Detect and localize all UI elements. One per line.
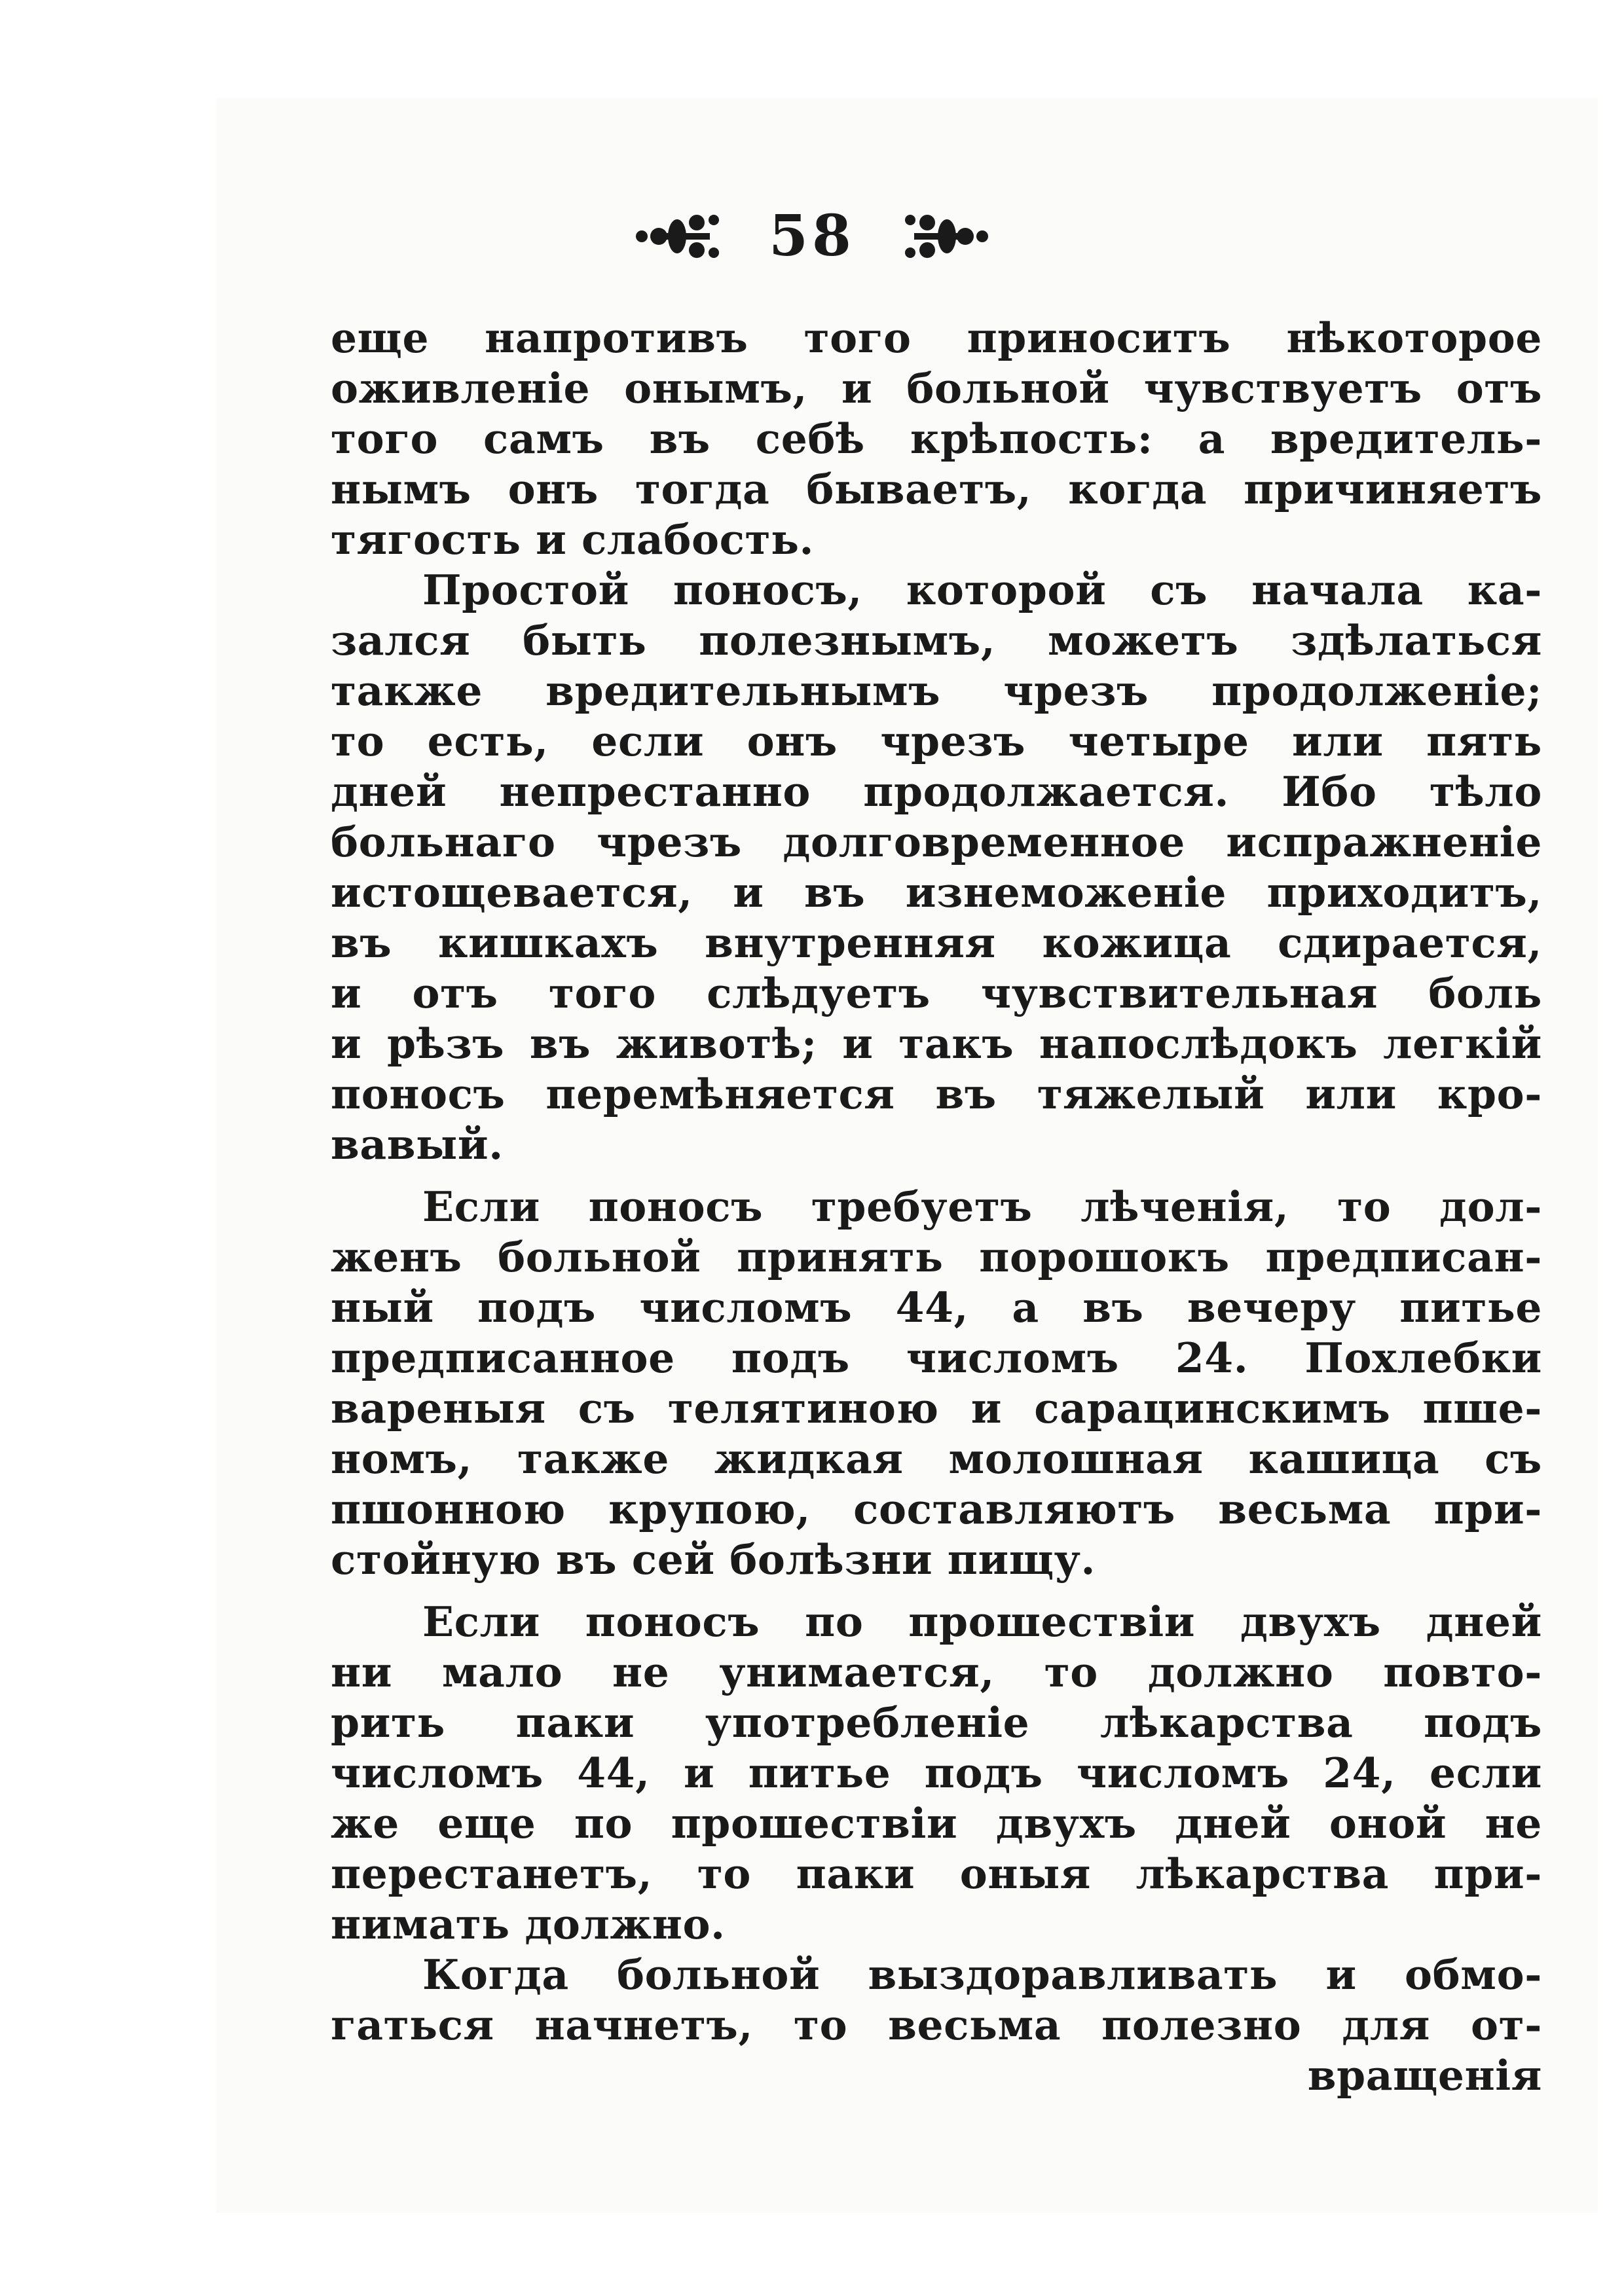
text-line: Если поносъ по прошествіи двухъ дней	[422, 1597, 1542, 1646]
text-line: пшонною крупою, составляютъ весьма при-	[331, 1485, 1542, 1533]
text-line: гаться начнетъ, то весьма полезно для от-	[331, 2001, 1542, 2049]
text-line: женъ больной принять порошокъ предписан-	[331, 1233, 1542, 1281]
text-line: рить паки употребленіе лѣкарства подъ	[331, 1698, 1542, 1747]
paragraph	[331, 565, 1542, 1170]
text-line: нымъ онъ тогда бываетъ, когда причиняетъ	[331, 465, 1542, 513]
text-line: предписанное подъ числомъ 24. Похлебки	[331, 1334, 1542, 1382]
text-line: зался быть полезнымъ, можетъ здѣлаться	[331, 616, 1542, 665]
text-line: же еще по прошествіи двухъ дней оной не	[331, 1799, 1542, 1848]
text-line: перестанетъ, то паки оныя лѣкарства при-	[331, 1850, 1542, 1898]
catchword: вращенія	[1307, 2051, 1542, 2100]
text-line: поносъ перемѣняется въ тяжелый или кро-	[331, 1070, 1542, 1118]
text-line: вареныя съ телятиною и сарацинскимъ пше-	[331, 1384, 1542, 1432]
paragraph	[331, 1950, 1542, 2050]
text-line: вавый.	[331, 1120, 504, 1169]
paragraph	[331, 313, 1542, 565]
text-line: ни мало не унимается, то должно повто-	[331, 1648, 1542, 1696]
page-header	[0, 203, 1624, 293]
text-line: дней непрестанно продолжается. Ибо тѣло	[331, 767, 1542, 816]
text-line: больнаго чрезъ долговременное испражненіе	[331, 818, 1542, 866]
text-line: истощевается, и въ изнеможеніе приходитъ,	[331, 868, 1542, 917]
text-line: Когда больной выздоравливать и обмо-	[422, 1950, 1542, 1999]
text-line: Если поносъ требуетъ лѣченія, то дол-	[422, 1182, 1542, 1231]
ornament-left-icon	[631, 208, 723, 264]
ornament-right-icon	[901, 208, 993, 264]
text-line: то есть, если онъ чрезъ четыре или пять	[331, 717, 1542, 765]
text-line: ный подъ числомъ 44, а въ вечеру питье	[331, 1283, 1542, 1332]
text-line: еще напротивъ того приноситъ нѣкоторое	[331, 314, 1542, 362]
paragraph	[331, 1597, 1542, 1950]
text-line: стойную въ сей болѣзни пищу.	[331, 1535, 1096, 1584]
paragraph	[331, 1182, 1542, 1585]
text-line: числомъ 44, и питье подъ числомъ 24, если	[331, 1749, 1542, 1797]
text-line: въ кишкахъ внутренняя кожица сдирается,	[331, 919, 1542, 967]
text-line: также вредительнымъ чрезъ продолженіе;	[331, 666, 1542, 715]
body-text	[331, 313, 1542, 2101]
text-line: номъ, также жидкая молошная кашица съ	[331, 1434, 1542, 1483]
text-line: того самъ въ себѣ крѣпость: а вредитель-	[331, 414, 1542, 463]
text-line: оживленіе онымъ, и больной чувствуетъ отъ	[331, 364, 1542, 412]
text-line: и рѣзъ въ животѣ; и такъ напослѣдокъ легкій	[331, 1019, 1542, 1068]
text-line: нимать должно.	[331, 1900, 726, 1948]
text-line: и отъ того слѣдуетъ чувствительная боль	[331, 969, 1542, 1017]
text-line: тягость и слабость.	[331, 515, 815, 564]
text-line: Простой поносъ, которой съ начала ка-	[422, 566, 1542, 614]
page-number: 58	[769, 203, 855, 269]
